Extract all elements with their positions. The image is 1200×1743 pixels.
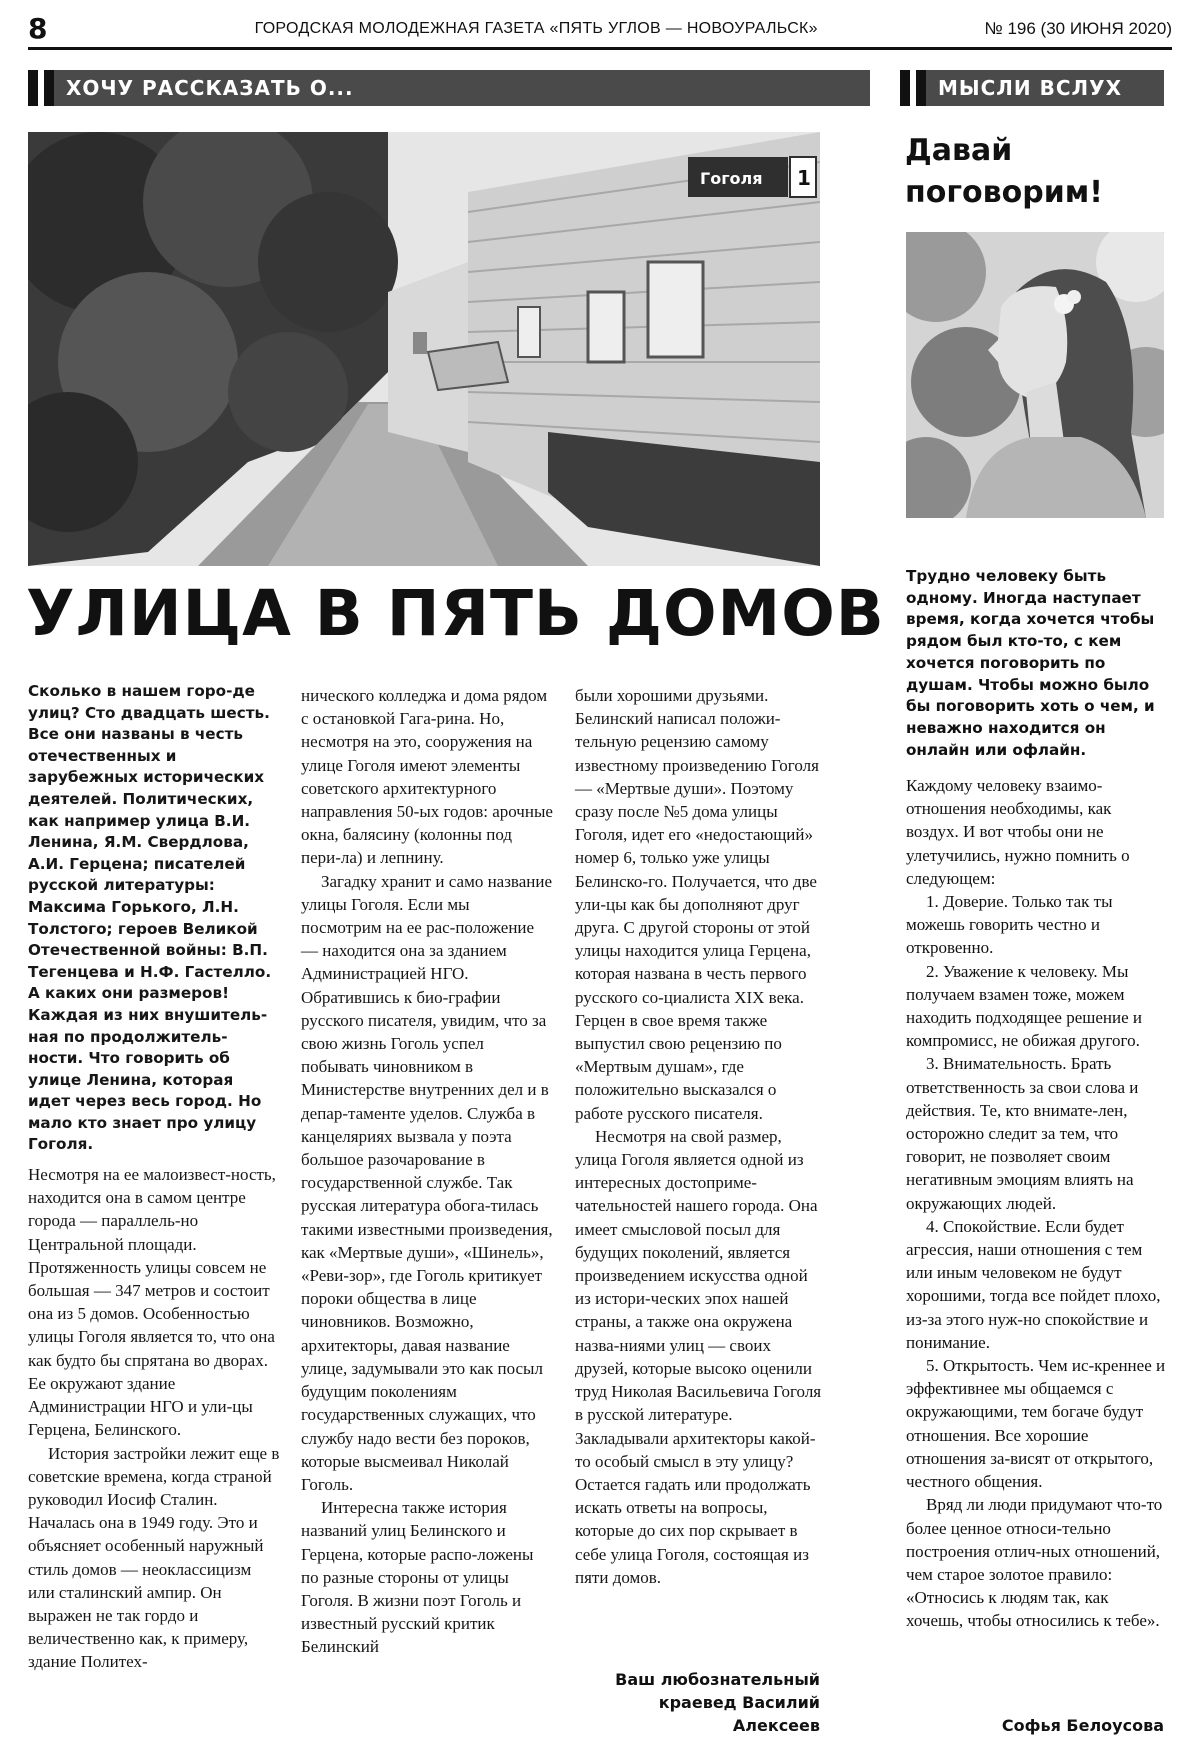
- author-line: Алексеев: [732, 1716, 820, 1735]
- rubric-bars-icon: [900, 70, 926, 106]
- gazette-title: ГОРОДСКАЯ МОЛОДЕЖНАЯ ГАЗЕТА «ПЯТЬ УГЛОВ — НОВОУРАЛЬСК»: [254, 19, 818, 37]
- issue-info: № 196 (30 ИЮНЯ 2020): [984, 18, 1172, 38]
- article-headline: УЛИЦА В ПЯТЬ ДОМОВ: [26, 577, 885, 650]
- sidebar-list-item: 2. Уважение к человеку. Мы получаем взамен тоже, можем находить подходящее решение и компромисс, не обижая другого.: [906, 961, 1142, 1051]
- article-column-1: [28, 681, 280, 1674]
- page-number: 8: [28, 12, 48, 45]
- article-paragraph: Несмотря на ее малоизвест-ность, находится она в самом центре города — параллель-но Центральной площади. Протяженность улицы совсем не большая — 347 метров и состоит она из 5 домов. Особенностью улицы Гоголя является то, что она как будто бы спрятана во дворах. Ее окружают здание Администрации НГО и ули-цы Герцена, Белинского.: [28, 1165, 276, 1440]
- sidebar-lead: Трудно человеку быть одному. Иногда наступает время, когда хочется чтобы рядом был кто-то, с кем хочется поговорить по душам. Чтобы можно было бы поговорить хоть о чем, и неважно находится он онлайн или офлайн.: [906, 567, 1155, 759]
- sidebar-list-item: 4. Спокойствие. Если будет агрессия, наши отношения с тем или иным человеком не будут хорошими, тогда все пойдет плохо, из-за этого нуж-но спокойствие и понимание.: [906, 1216, 1161, 1352]
- author-line: краевед Василий: [658, 1693, 820, 1712]
- portrait-photo-image: [906, 232, 1164, 518]
- sidebar-paragraph: Каждому человеку взаимо-отношения необходимы, как воздух. И вот чтобы они не улетучились, нужно помнить о следующем:: [906, 776, 1130, 888]
- article-author: [575, 1668, 820, 1737]
- sidebar-title-line: поговорим!: [905, 175, 1103, 210]
- article-paragraph: Несмотря на свой размер, улица Гоголя является одной из интересных достоприме-чательностей нашего города. Она имеет смысловой посыл для будущих поколений, является произведением искусства одной из истори-ческих эпох нашей страны, а также она окружена назва-ниями улиц — своих друзей, которые высоко оценили труд Николая Васильевича Гоголя в русской литературе. Закладывали архитекторы какой-то особый смысл в эту улицу? Остается гадать или продолжать искать ответы на вопросы, которые до сих пор скрывает в себе улица Гоголя, состоящая из пяти домов.: [575, 1126, 822, 1587]
- article-column-2: [301, 684, 553, 1659]
- article-column-3: [575, 684, 827, 1589]
- rubric-bars-icon: [28, 70, 54, 106]
- author-line: Ваш любознательный: [615, 1670, 820, 1689]
- sidebar-list-item: 5. Открытость. Чем ис-креннее и эффективнее мы общаемся с окружающими, тем богаче будут отношения. Все хорошие отношения за-висят от открытого, честного общения.: [906, 1356, 1166, 1492]
- article-paragraph: Загадку хранит и само название улицы Гоголя. Если мы посмотрим на ее рас-положение — находится она за зданием Администрацией НГО. Обратившись к био-графии русского писателя, увидим, что за свою жизнь Гоголь успел побывать чиновником в Министерстве внутренних дел и в депар-таменте уделов. Служба в канцеляриях вызвала у поэта большое разочарование в государственной службе. Так русская литература обога-тилась такими известными произведения, как «Мертвые души», «Шинель», «Реви-зор», где Гоголь критикует пороки общества в лице чиновников. Возможно, архитекторы, давая название улице, задумывали это как посыл будущим поколениям государственных служащих, что службу надо вести без пороков, которые высмеивал Николай Гоголь.: [301, 871, 553, 1494]
- sidebar-list-item: 1. Доверие. Только так ты можешь говорить честно и откровенно.: [906, 892, 1113, 958]
- rubric-left-label: ХОЧУ РАССКАЗАТЬ О...: [66, 76, 354, 100]
- article-paragraph: были хорошими друзьями. Белинский написал положи-тельную рецензию самому известному произведению Гоголя — «Мертвые души». Поэтому сразу после №5 дома улицы Гоголя, идет его «недостающий» номер 6, только уже улицы Белинско-го. Получается, что две ули-цы как бы дополняют друг друга. С другой стороны от этой улицы находится улица Герцена, которая названа в честь первого русского со-циалиста XIX века. Герцен в свое время также выпустил свою рецензию по «Мертвым душам», где положительно высказался о работе русского писателя.: [575, 686, 819, 1123]
- article-lead: Сколько в нашем горо-де улиц? Сто двадцать шесть. Все они названы в честь отечественных и зарубежных исторических деятелей. Политических, как например улица В.И. Ленина, Я.М. Свердлова, А.И. Герцена; писателей русской литературы: Максима Горького, Л.Н. Толстого; героев Великой Отечественной войны: В.П. Тегенцева и Н.Ф. Гастелло. А каких они размеров! Каждая из них внушитель-ная по продолжитель-ности. Что говорить об улице Ленина, которая идет через весь город. Но мало кто знает про улицу Гоголя.: [28, 682, 272, 1154]
- sidebar-paragraph: Вряд ли люди придумают что-то более ценное относи-тельно построения отлич-ных отношений, чем старое золотое правило: «Относись к людям так, как хочешь, чтобы относились к тебе».: [906, 1495, 1163, 1631]
- rubric-left: [28, 70, 870, 106]
- sidebar-body: [906, 774, 1168, 1633]
- sidebar-list-item: 3. Внимательность. Брать ответственность за свои слова и действия. Те, кто внимате-лен, осторожно следит за тем, что говорит, не позволяет своим негативным эмоциям влиять на окружающих людей.: [906, 1054, 1139, 1213]
- rubric-right-label: МЫСЛИ ВСЛУХ: [938, 76, 1122, 100]
- sidebar-title: [905, 130, 1165, 214]
- portrait-photo: [906, 232, 1164, 518]
- street-sign-label: Гоголя: [700, 169, 763, 188]
- street-sign-number: 1: [797, 166, 811, 190]
- article-paragraph: нического колледжа и дома рядом с остановкой Гага-рина. Но, несмотря на это, сооружения на улице Гоголя имеют элементы советского архитектурного направления 50-ых годов: арочные окна, балясину (колонны под пери-ла) и лепнину.: [301, 686, 553, 868]
- rubric-right: [900, 70, 1164, 106]
- street-photo: [28, 132, 820, 566]
- street-photo-image: [28, 132, 820, 566]
- page-header: [28, 10, 1172, 50]
- article-paragraph: История застройки лежит еще в советские времена, когда страной руководил Иосиф Сталин. Началась она в 1949 году. Это и объясняет особенный наружный стиль домов — неоклассицизм или сталинский ампир. Он выражен не так гордо и величественно как, к примеру, здание Политех-: [28, 1443, 280, 1672]
- sidebar-title-line: Давай: [905, 133, 1013, 168]
- article-paragraph: Интересна также история названий улиц Белинского и Герцена, которые распо-ложены по разные стороны от улицы Гоголя. В жизни поэт Гоголь и известный русский критик Белинский: [301, 1498, 534, 1657]
- sidebar-author: Софья Белоусова: [1001, 1716, 1164, 1735]
